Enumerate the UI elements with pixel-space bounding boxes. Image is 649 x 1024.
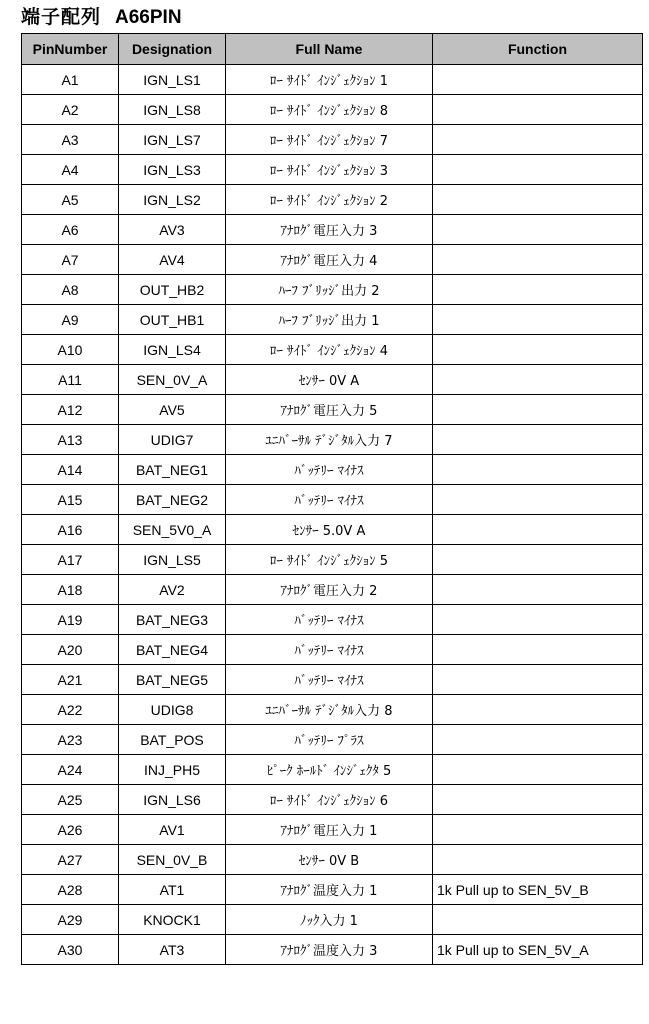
- table-row: [22, 785, 643, 815]
- cell-designation: UDIG8: [119, 695, 226, 725]
- cell-function: [433, 845, 643, 875]
- table-row: [22, 635, 643, 665]
- cell-function: [433, 665, 643, 695]
- cell-full-name: ﾛｰ ｻｲﾄﾞ ｲﾝｼﾞｪｸｼｮﾝ 2: [226, 185, 433, 215]
- cell-designation: KNOCK1: [119, 905, 226, 935]
- cell-full-name: ｾﾝｻｰ 0V A: [226, 365, 433, 395]
- table-row: [22, 275, 643, 305]
- cell-function: [433, 335, 643, 365]
- cell-function: [433, 725, 643, 755]
- cell-function: [433, 785, 643, 815]
- cell-function: [433, 155, 643, 185]
- cell-full-name: ｱﾅﾛｸﾞ温度入力 3: [226, 935, 433, 965]
- cell-function: [433, 365, 643, 395]
- cell-full-name: ﾋﾟｰｸ ﾎｰﾙﾄﾞ ｲﾝｼﾞｪｸﾀ 5: [226, 755, 433, 785]
- cell-pin-number: A23: [22, 725, 119, 755]
- cell-designation: INJ_PH5: [119, 755, 226, 785]
- cell-function: [433, 395, 643, 425]
- cell-pin-number: A6: [22, 215, 119, 245]
- cell-full-name: ｱﾅﾛｸﾞ電圧入力 3: [226, 215, 433, 245]
- table-row: [22, 725, 643, 755]
- cell-designation: AV2: [119, 575, 226, 605]
- cell-designation: SEN_0V_A: [119, 365, 226, 395]
- cell-full-name: ﾛｰ ｻｲﾄﾞ ｲﾝｼﾞｪｸｼｮﾝ 4: [226, 335, 433, 365]
- cell-designation: IGN_LS6: [119, 785, 226, 815]
- cell-designation: IGN_LS2: [119, 185, 226, 215]
- cell-designation: IGN_LS4: [119, 335, 226, 365]
- cell-full-name: ﾛｰ ｻｲﾄﾞ ｲﾝｼﾞｪｸｼｮﾝ 8: [226, 95, 433, 125]
- cell-full-name: ﾉｯｸ入力 1: [226, 905, 433, 935]
- cell-full-name: ﾊﾞｯﾃﾘｰ ﾏｲﾅｽ: [226, 665, 433, 695]
- cell-function: [433, 275, 643, 305]
- cell-function: [433, 455, 643, 485]
- table-row: [22, 605, 643, 635]
- cell-pin-number: A5: [22, 185, 119, 215]
- cell-full-name: ｾﾝｻｰ 0V B: [226, 845, 433, 875]
- table-row: [22, 815, 643, 845]
- cell-pin-number: A16: [22, 515, 119, 545]
- table-row: [22, 185, 643, 215]
- cell-function: [433, 125, 643, 155]
- cell-function: [433, 95, 643, 125]
- table-row: [22, 305, 643, 335]
- table-row: [22, 215, 643, 245]
- cell-pin-number: A12: [22, 395, 119, 425]
- cell-pin-number: A22: [22, 695, 119, 725]
- cell-function: [433, 65, 643, 95]
- title-connector-code: A66PIN: [115, 7, 182, 28]
- cell-full-name: ﾊﾞｯﾃﾘｰ ﾏｲﾅｽ: [226, 485, 433, 515]
- cell-pin-number: A2: [22, 95, 119, 125]
- cell-function: [433, 905, 643, 935]
- cell-pin-number: A29: [22, 905, 119, 935]
- cell-pin-number: A13: [22, 425, 119, 455]
- cell-pin-number: A30: [22, 935, 119, 965]
- cell-pin-number: A1: [22, 65, 119, 95]
- cell-designation: BAT_NEG3: [119, 605, 226, 635]
- cell-full-name: ﾕﾆﾊﾞｰｻﾙ ﾃﾞｼﾞﾀﾙ入力 8: [226, 695, 433, 725]
- cell-pin-number: A20: [22, 635, 119, 665]
- cell-function: [433, 545, 643, 575]
- table-row: [22, 455, 643, 485]
- cell-designation: BAT_POS: [119, 725, 226, 755]
- cell-designation: OUT_HB1: [119, 305, 226, 335]
- cell-designation: SEN_0V_B: [119, 845, 226, 875]
- table-row: [22, 575, 643, 605]
- cell-full-name: ﾛｰ ｻｲﾄﾞ ｲﾝｼﾞｪｸｼｮﾝ 1: [226, 65, 433, 95]
- cell-full-name: ﾊﾞｯﾃﾘｰ ﾏｲﾅｽ: [226, 605, 433, 635]
- table-row: [22, 695, 643, 725]
- cell-full-name: ﾛｰ ｻｲﾄﾞ ｲﾝｼﾞｪｸｼｮﾝ 5: [226, 545, 433, 575]
- cell-function: [433, 515, 643, 545]
- cell-designation: IGN_LS1: [119, 65, 226, 95]
- cell-function: [433, 695, 643, 725]
- cell-designation: AV4: [119, 245, 226, 275]
- cell-designation: OUT_HB2: [119, 275, 226, 305]
- cell-designation: BAT_NEG2: [119, 485, 226, 515]
- cell-pin-number: A4: [22, 155, 119, 185]
- cell-pin-number: A3: [22, 125, 119, 155]
- cell-function: [433, 485, 643, 515]
- table-row: [22, 95, 643, 125]
- table-row: [22, 65, 643, 95]
- cell-pin-number: A14: [22, 455, 119, 485]
- cell-full-name: ﾊｰﾌ ﾌﾞﾘｯｼﾞ出力 2: [226, 275, 433, 305]
- cell-designation: IGN_LS3: [119, 155, 226, 185]
- table-row: [22, 245, 643, 275]
- cell-designation: BAT_NEG4: [119, 635, 226, 665]
- cell-designation: SEN_5V0_A: [119, 515, 226, 545]
- cell-designation: AT3: [119, 935, 226, 965]
- page-title: [21, 4, 182, 30]
- cell-designation: BAT_NEG1: [119, 455, 226, 485]
- cell-designation: IGN_LS7: [119, 125, 226, 155]
- table-row: [22, 395, 643, 425]
- cell-full-name: ﾊﾞｯﾃﾘｰ ﾏｲﾅｽ: [226, 455, 433, 485]
- column-header-function: Function: [433, 34, 643, 65]
- cell-function: [433, 185, 643, 215]
- column-header-designation: Designation: [119, 34, 226, 65]
- cell-pin-number: A18: [22, 575, 119, 605]
- cell-function: [433, 575, 643, 605]
- table-row: [22, 125, 643, 155]
- table-row: [22, 425, 643, 455]
- cell-pin-number: A21: [22, 665, 119, 695]
- cell-pin-number: A26: [22, 815, 119, 845]
- cell-pin-number: A15: [22, 485, 119, 515]
- cell-designation: AT1: [119, 875, 226, 905]
- cell-full-name: ﾕﾆﾊﾞｰｻﾙ ﾃﾞｼﾞﾀﾙ入力 7: [226, 425, 433, 455]
- table-header-row: [22, 34, 643, 65]
- table-row: [22, 845, 643, 875]
- cell-function: [433, 305, 643, 335]
- cell-function: [433, 755, 643, 785]
- cell-full-name: ｱﾅﾛｸﾞ温度入力 1: [226, 875, 433, 905]
- cell-function: [433, 605, 643, 635]
- cell-designation: AV5: [119, 395, 226, 425]
- cell-function: [433, 245, 643, 275]
- cell-full-name: ｱﾅﾛｸﾞ電圧入力 2: [226, 575, 433, 605]
- cell-function: 1k Pull up to SEN_5V_A: [433, 935, 643, 965]
- cell-pin-number: A25: [22, 785, 119, 815]
- cell-pin-number: A11: [22, 365, 119, 395]
- cell-full-name: ｱﾅﾛｸﾞ電圧入力 4: [226, 245, 433, 275]
- cell-designation: IGN_LS8: [119, 95, 226, 125]
- cell-full-name: ﾛｰ ｻｲﾄﾞ ｲﾝｼﾞｪｸｼｮﾝ 7: [226, 125, 433, 155]
- cell-pin-number: A8: [22, 275, 119, 305]
- cell-function: [433, 635, 643, 665]
- cell-pin-number: A19: [22, 605, 119, 635]
- cell-designation: BAT_NEG5: [119, 665, 226, 695]
- table-row: [22, 905, 643, 935]
- title-japanese: 端子配列: [21, 6, 102, 28]
- table-row: [22, 545, 643, 575]
- cell-full-name: ｱﾅﾛｸﾞ電圧入力 5: [226, 395, 433, 425]
- cell-designation: AV3: [119, 215, 226, 245]
- cell-full-name: ｱﾅﾛｸﾞ電圧入力 1: [226, 815, 433, 845]
- cell-pin-number: A7: [22, 245, 119, 275]
- table-row: [22, 665, 643, 695]
- cell-full-name: ﾛｰ ｻｲﾄﾞ ｲﾝｼﾞｪｸｼｮﾝ 6: [226, 785, 433, 815]
- column-header-full-name: Full Name: [226, 34, 433, 65]
- table-row: [22, 875, 643, 905]
- cell-designation: IGN_LS5: [119, 545, 226, 575]
- table-row: [22, 935, 643, 965]
- cell-function: 1k Pull up to SEN_5V_B: [433, 875, 643, 905]
- cell-full-name: ﾊﾞｯﾃﾘｰ ﾏｲﾅｽ: [226, 635, 433, 665]
- cell-pin-number: A24: [22, 755, 119, 785]
- table-header: [22, 34, 643, 65]
- cell-full-name: ｾﾝｻｰ 5.0V A: [226, 515, 433, 545]
- cell-pin-number: A27: [22, 845, 119, 875]
- table-row: [22, 365, 643, 395]
- cell-function: [433, 425, 643, 455]
- pin-table: [21, 33, 643, 965]
- table-body: [22, 65, 643, 965]
- table-row: [22, 335, 643, 365]
- cell-designation: UDIG7: [119, 425, 226, 455]
- table-row: [22, 515, 643, 545]
- cell-full-name: ﾛｰ ｻｲﾄﾞ ｲﾝｼﾞｪｸｼｮﾝ 3: [226, 155, 433, 185]
- cell-pin-number: A10: [22, 335, 119, 365]
- table-row: [22, 485, 643, 515]
- cell-designation: AV1: [119, 815, 226, 845]
- cell-full-name: ﾊｰﾌ ﾌﾞﾘｯｼﾞ出力 1: [226, 305, 433, 335]
- cell-pin-number: A28: [22, 875, 119, 905]
- column-header-pin-number: PinNumber: [22, 34, 119, 65]
- cell-function: [433, 215, 643, 245]
- cell-full-name: ﾊﾞｯﾃﾘｰ ﾌﾟﾗｽ: [226, 725, 433, 755]
- table-row: [22, 755, 643, 785]
- table-row: [22, 155, 643, 185]
- cell-pin-number: A9: [22, 305, 119, 335]
- cell-function: [433, 815, 643, 845]
- cell-pin-number: A17: [22, 545, 119, 575]
